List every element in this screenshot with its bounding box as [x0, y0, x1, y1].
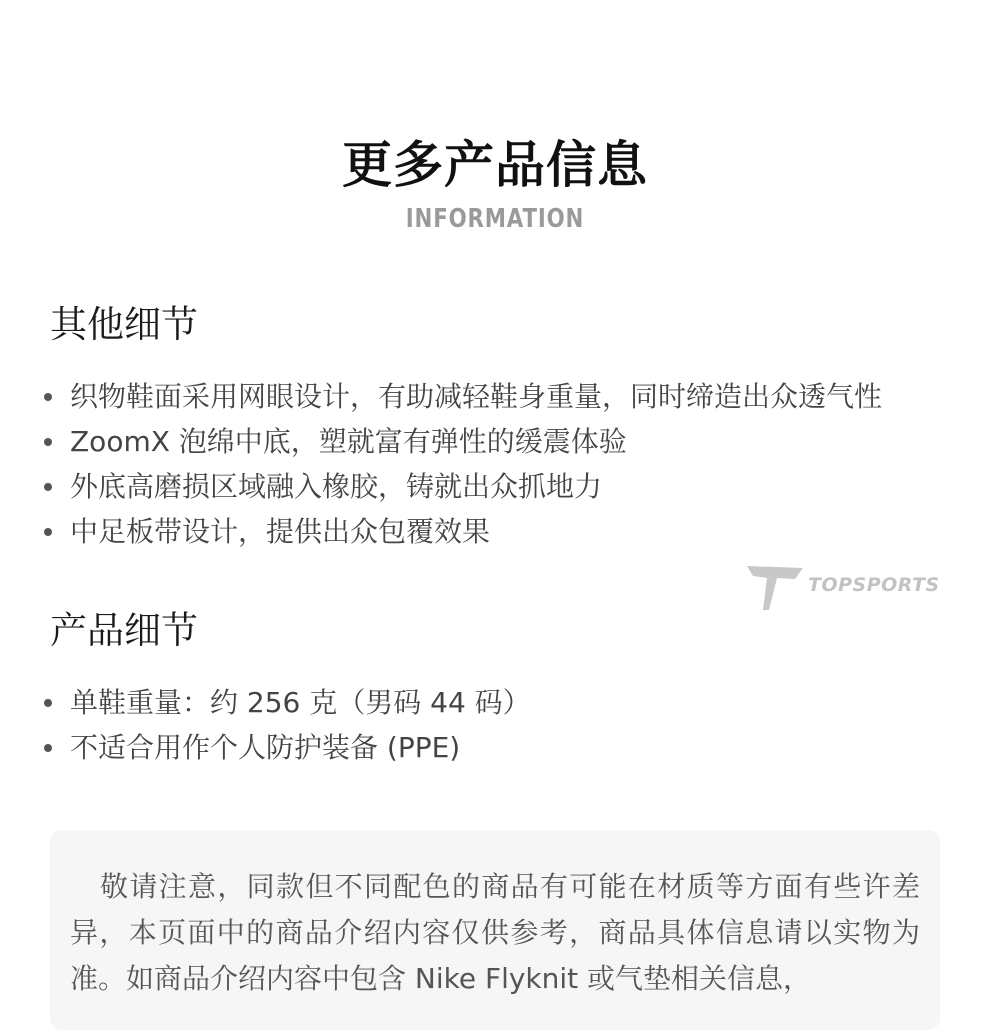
- list-item-text: 不适合用作个人防护装备 (PPE): [70, 731, 461, 764]
- bullet-icon: [44, 744, 52, 752]
- list-item-text: ZoomX 泡绵中底，塑就富有弹性的缓震体验: [70, 425, 627, 458]
- list-item: [44, 725, 531, 770]
- list-item: [44, 464, 882, 509]
- logo-text: TOPSPORTS: [808, 574, 940, 596]
- topsports-logo-icon: [745, 562, 807, 614]
- list-item-text: 外底高磨损区域融入橡胶，铸就出众抓地力: [70, 470, 603, 503]
- bullet-icon: [44, 528, 52, 536]
- notice-text: 敬请注意，同款但不同配色的商品有可能在材质等方面有些许差异，本页面中的商品介绍内容仅供参考，商品具体信息请以实物为准。如商品介绍内容中包含 Nike Flyknit 或气垫相关信息，: [70, 870, 920, 995]
- list-item-text: 单鞋重量：约 256 克（男码 44 码）: [70, 686, 531, 719]
- list-item-text: 织物鞋面采用网眼设计，有助减轻鞋身重量，同时缔造出众透气性: [70, 380, 883, 413]
- product-details-list: [44, 680, 531, 770]
- list-item: [44, 680, 531, 725]
- page-subtitle: INFORMATION: [405, 204, 585, 234]
- topsports-logo: [745, 562, 940, 614]
- page-title: 更多产品信息: [342, 136, 648, 194]
- list-item: [44, 374, 882, 419]
- list-item: [44, 419, 882, 464]
- section-heading-other-details: 其他细节: [50, 303, 198, 346]
- list-item-text: 中足板带设计，提供出众包覆效果: [70, 515, 491, 548]
- bullet-icon: [44, 393, 52, 401]
- section-heading-product-details: 产品细节: [50, 609, 198, 652]
- page-header: [0, 130, 990, 236]
- list-item: [44, 509, 882, 554]
- bullet-icon: [44, 483, 52, 491]
- notice-box: [50, 830, 940, 1030]
- bullet-icon: [44, 699, 52, 707]
- bullet-icon: [44, 438, 52, 446]
- other-details-list: [44, 374, 882, 554]
